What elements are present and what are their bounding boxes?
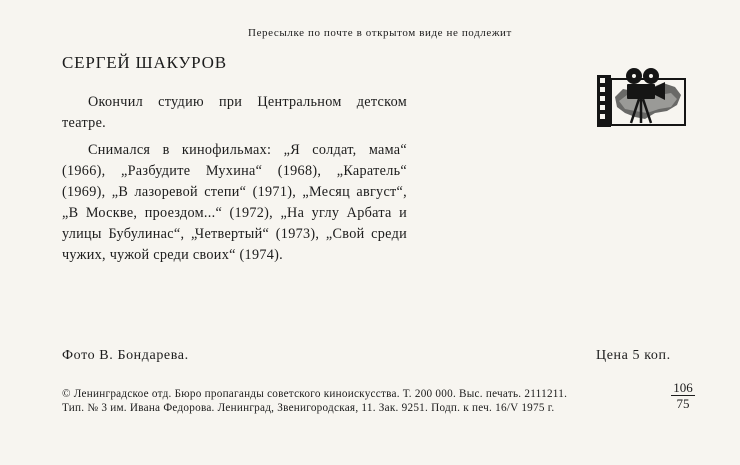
print-code-fraction bbox=[671, 380, 695, 412]
publisher-imprint bbox=[62, 388, 567, 415]
bio-paragraph-education: Окончил студию при Центральном детском театре. bbox=[62, 94, 407, 131]
biography bbox=[62, 92, 407, 266]
price-label: Цена 5 коп. bbox=[596, 348, 671, 363]
film-camera-icon bbox=[597, 67, 687, 127]
fraction-numerator: 106 bbox=[671, 380, 695, 396]
photo-credit: Фото В. Бондарева. bbox=[62, 348, 189, 363]
imprint-line-1: © Ленинградское отд. Бюро пропаганды советского киноискусства. Т. 200 000. Выс. печать. 2111211. bbox=[62, 388, 568, 400]
mail-notice: Пересылке по почте в открытом виде не подлежит bbox=[248, 27, 512, 39]
actor-name: СЕРГЕЙ ШАКУРОВ bbox=[62, 53, 227, 72]
imprint-line-2: Тип. № 3 им. Ивана Федорова. Ленинград, Звенигородская, 11. Зак. 9251. Подп. к печ. 16/V 1975 г. bbox=[62, 401, 555, 414]
fraction-denominator: 75 bbox=[676, 396, 690, 411]
bio-paragraph-filmography: Снимался в кинофильмах: „Я солдат, мама“ (1966), „Разбудите Мухина“ (1968), „Каратель“ (1969), „В лазоревой степи“ (1971), „Месяц август“, „В Москве, проездом...“ (1972), „На углу Арбата и улицы Бубулинас“, „Четвертый“ (1973), „Свой среди чужих, чужой среди своих“ (1974). bbox=[62, 142, 407, 263]
